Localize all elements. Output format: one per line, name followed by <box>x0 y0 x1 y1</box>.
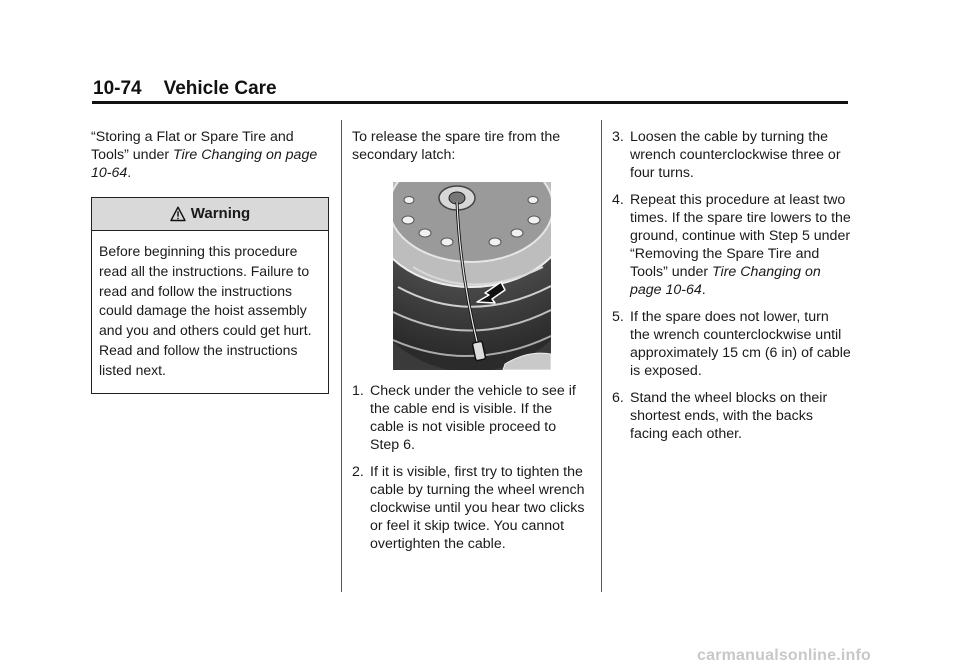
list-item <box>612 128 852 182</box>
warning-triangle-icon <box>170 206 186 222</box>
spare-tire-cable-illustration <box>393 182 551 370</box>
warning-header <box>92 198 328 231</box>
column-3 <box>612 128 852 452</box>
step-number: 4. <box>612 192 624 208</box>
page-header <box>93 78 277 100</box>
column-divider-2 <box>601 120 602 592</box>
step-number: 6. <box>612 390 624 406</box>
watermark: carmanualsonline.info <box>697 647 872 664</box>
list-item <box>612 191 852 299</box>
warning-box <box>91 197 329 394</box>
page-number: 10-74 <box>93 78 142 99</box>
header-rule <box>92 101 848 104</box>
procedure-steps-2 <box>612 128 852 443</box>
column-1 <box>91 128 329 394</box>
step-text: Stand the wheel blocks on their shortest ends, with the backs facing each other. <box>630 390 828 442</box>
step-text: If the spare does not lower, turn the wrench counterclockwise until approximately 15 cm (6 in) of cable is exposed. <box>630 309 851 379</box>
step-text: Repeat this procedure at least two times. If the spare tire lowers to the ground, continue with Step 5 under “Removing the Spare Tire and Tools” under <box>630 192 851 280</box>
intro-text: “Storing a Flat or Spare Tire and Tools” under <box>91 129 294 163</box>
step-text: Check under the vehicle to see if the cable end is visible. If the cable is not visible proceed to Step 6. <box>370 383 576 453</box>
section-title: Vehicle Care <box>163 78 277 99</box>
step-number: 1. <box>352 383 364 399</box>
list-item <box>352 382 588 454</box>
list-item <box>612 308 852 380</box>
cross-reference-link[interactable]: Tire Changing on page 10-64 <box>630 264 821 298</box>
list-item <box>612 389 852 443</box>
procedure-intro: To release the spare tire from the secondary latch: <box>352 129 561 163</box>
spare-tire-illustration <box>393 182 551 370</box>
cross-reference-link[interactable]: Tire Changing on page 10-64 <box>91 147 318 181</box>
intro-suffix: . <box>127 165 132 181</box>
intro-paragraph <box>91 128 329 182</box>
step-text: If it is visible, first try to tighten the cable by turning the wheel wrench clockwise until you hear two clicks or feel it skip twice. You cannot overtighten the cable. <box>370 464 585 552</box>
step-number: 5. <box>612 309 624 325</box>
warning-body: Before beginning this procedure read all the instructions. Failure to read and follow the instructions could damage the hoist assembly and you and others could get hurt. Read and follow the instructions listed next. <box>99 243 312 378</box>
step-text: Loosen the cable by turning the wrench counterclockwise three or four turns. <box>630 129 841 181</box>
step-number: 3. <box>612 129 624 145</box>
column-divider-1 <box>341 120 342 592</box>
procedure-steps-1 <box>352 382 588 553</box>
list-item <box>352 463 588 553</box>
step-number: 2. <box>352 464 364 480</box>
step-suffix: . <box>701 282 706 298</box>
column-2 <box>352 128 588 562</box>
warning-title: Warning <box>190 205 251 222</box>
